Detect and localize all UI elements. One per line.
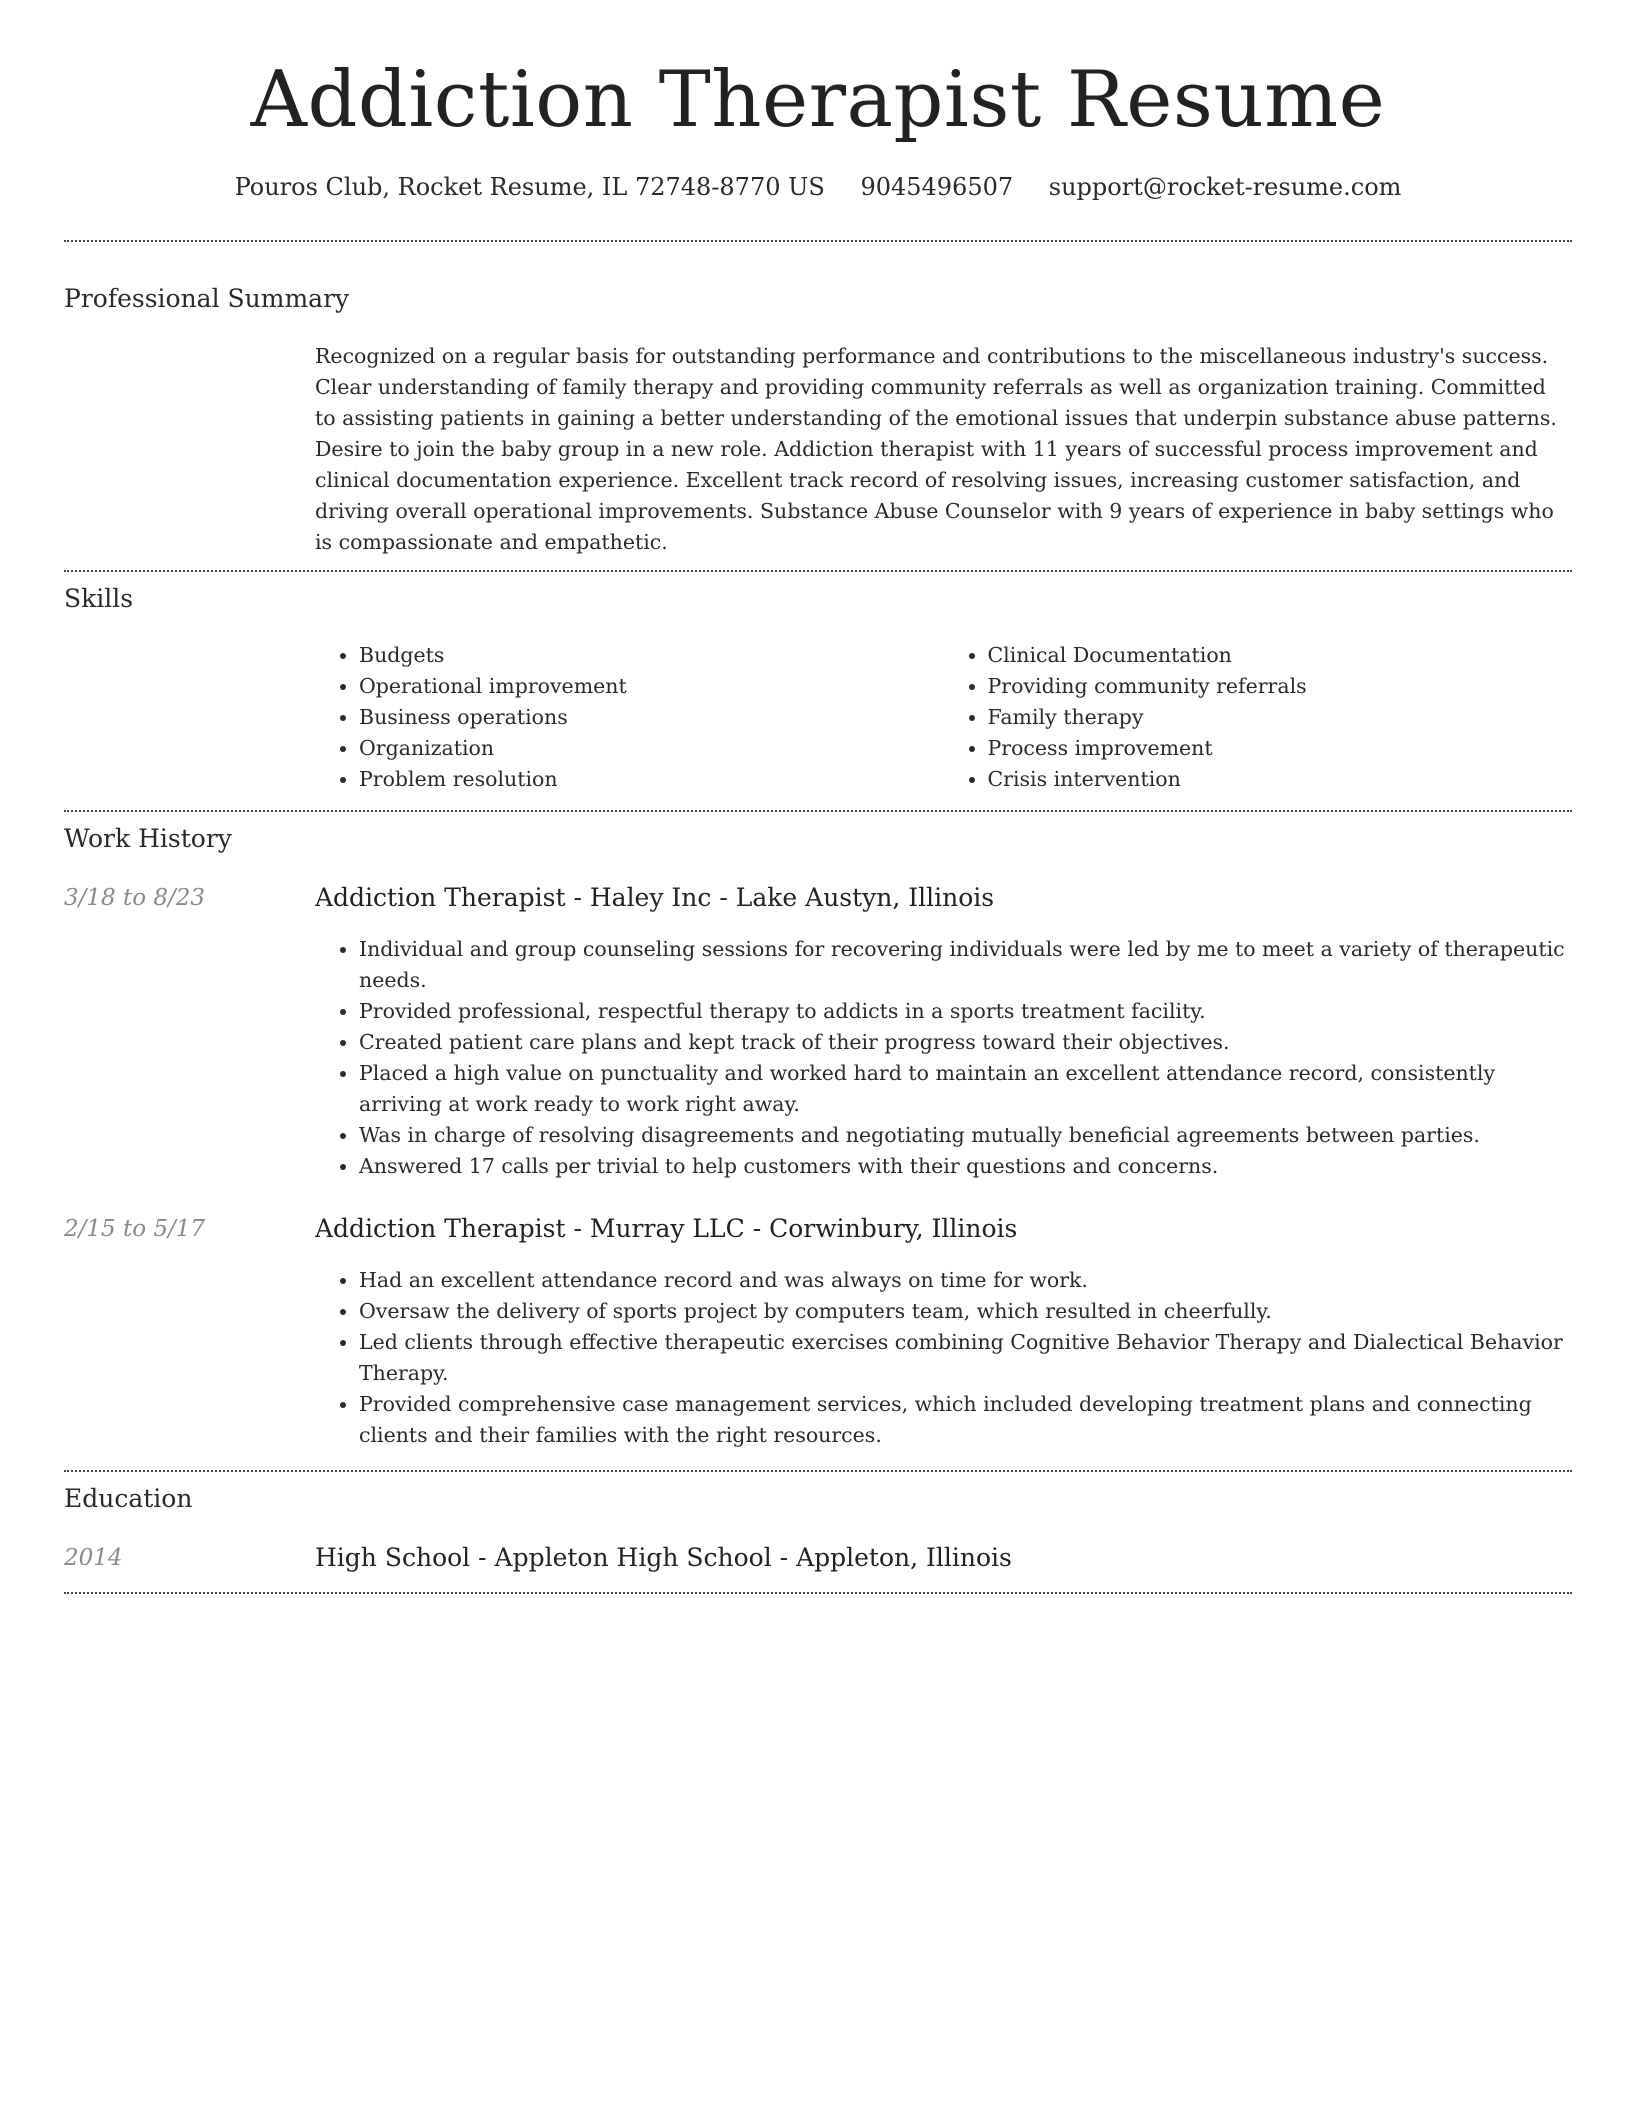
job-dates: 2/15 to 5/17 bbox=[64, 1216, 206, 1242]
divider bbox=[64, 1592, 1572, 1594]
job-bullets bbox=[315, 934, 1572, 1182]
skill-item: • Organization bbox=[359, 733, 944, 764]
education-year: 2014 bbox=[64, 1545, 123, 1571]
skill-item: • Clinical Documentation bbox=[988, 640, 1573, 671]
job-bullet: • Provided professional, respectful therapy to addicts in a sports treatment facility. bbox=[359, 996, 1572, 1027]
job-bullet: • Led clients through effective therapeutic exercises combining Cognitive Behavior Therapy and Dialectical Behavior Therapy. bbox=[359, 1327, 1572, 1389]
skill-item: • Crisis intervention bbox=[988, 764, 1573, 795]
skill-item: • Business operations bbox=[359, 702, 944, 733]
title-separator: - bbox=[744, 1214, 770, 1243]
title-separator: - bbox=[711, 883, 736, 912]
job-location: Lake Austyn, Illinois bbox=[735, 883, 995, 912]
summary-section bbox=[315, 341, 1572, 558]
divider bbox=[64, 1470, 1572, 1472]
job-bullet: • Had an excellent attendance record and was always on time for work. bbox=[359, 1265, 1572, 1296]
skill-item: • Operational improvement bbox=[359, 671, 944, 702]
job-employer: Murray LLC bbox=[589, 1214, 745, 1243]
divider bbox=[64, 570, 1572, 572]
job-bullet: • Individual and group counseling sessions for recovering individuals were led by me to meet a variety of therapeutic needs. bbox=[359, 934, 1572, 996]
skills-column-left bbox=[315, 640, 944, 795]
job-title bbox=[315, 1212, 1017, 1246]
job-role: Addiction Therapist bbox=[315, 883, 566, 912]
education-entry bbox=[315, 1541, 1012, 1575]
job-bullet: • Created patient care plans and kept track of their progress toward their objectives. bbox=[359, 1027, 1572, 1058]
contact-address: Pouros Club, Rocket Resume, IL 72748-8770 US bbox=[234, 173, 825, 201]
job-role: Addiction Therapist bbox=[315, 1214, 566, 1243]
education-location: Appleton, Illinois bbox=[796, 1543, 1012, 1572]
contact-email: support@rocket-resume.com bbox=[1048, 173, 1402, 201]
education-heading: Education bbox=[64, 1484, 193, 1513]
title-separator: - bbox=[565, 1214, 590, 1243]
resume-title: Addiction Therapist Resume bbox=[250, 55, 1386, 145]
title-separator: - bbox=[771, 1543, 797, 1572]
contact-phone: 9045496507 bbox=[860, 173, 1014, 201]
job-bullet: • Provided comprehensive case management services, which included developing treatment plans and connecting clients and their families with the right resources. bbox=[359, 1389, 1572, 1451]
skill-item: • Family therapy bbox=[988, 702, 1573, 733]
skill-item: • Problem resolution bbox=[359, 764, 944, 795]
title-separator: - bbox=[565, 883, 590, 912]
job-employer: Haley Inc bbox=[589, 883, 712, 912]
education-degree: High School bbox=[315, 1543, 471, 1572]
job-bullet: • Placed a high value on punctuality and worked hard to maintain an excellent attendance record, consistently arriving at work ready to work right away. bbox=[359, 1058, 1572, 1120]
skill-item: • Budgets bbox=[359, 640, 944, 671]
job-location: Corwinbury, Illinois bbox=[769, 1214, 1018, 1243]
job-dates: 3/18 to 8/23 bbox=[64, 885, 206, 911]
job-bullets bbox=[315, 1265, 1572, 1451]
summary-text: Recognized on a regular basis for outstanding performance and contributions to the miscellaneous industry's success. Clear understanding of family therapy and providing community referrals as well as organization training. Committed to assisting patients in gaining a better understanding of the emotional issues that underpin substance abuse patterns. Desire to join the baby group in a new role. Addiction therapist with 11 years of successful process improvement and clinical documentation experience. Excellent track record of resolving issues, increasing customer satisfaction, and driving overall operational improvements. Substance Abuse Counselor with 9 years of experience in baby settings who is compassionate and empathetic. bbox=[315, 344, 1557, 554]
education-school: Appleton High School bbox=[494, 1543, 772, 1572]
title-separator: - bbox=[470, 1543, 495, 1572]
skills-heading: Skills bbox=[64, 584, 134, 613]
skills-list bbox=[315, 640, 1572, 795]
divider bbox=[64, 240, 1572, 242]
job-bullet: • Answered 17 calls per trivial to help customers with their questions and concerns. bbox=[359, 1151, 1572, 1182]
divider bbox=[64, 810, 1572, 812]
job-bullet: • Was in charge of resolving disagreements and negotiating mutually beneficial agreements between parties. bbox=[359, 1120, 1572, 1151]
work-heading: Work History bbox=[64, 824, 232, 853]
skill-item: • Process improvement bbox=[988, 733, 1573, 764]
skills-column-right bbox=[944, 640, 1573, 795]
job-title bbox=[315, 881, 994, 915]
job-bullet: • Oversaw the delivery of sports project by computers team, which resulted in cheerfully. bbox=[359, 1296, 1572, 1327]
contact-line bbox=[64, 170, 1572, 204]
summary-heading: Professional Summary bbox=[64, 284, 350, 313]
skill-item: • Providing community referrals bbox=[988, 671, 1573, 702]
